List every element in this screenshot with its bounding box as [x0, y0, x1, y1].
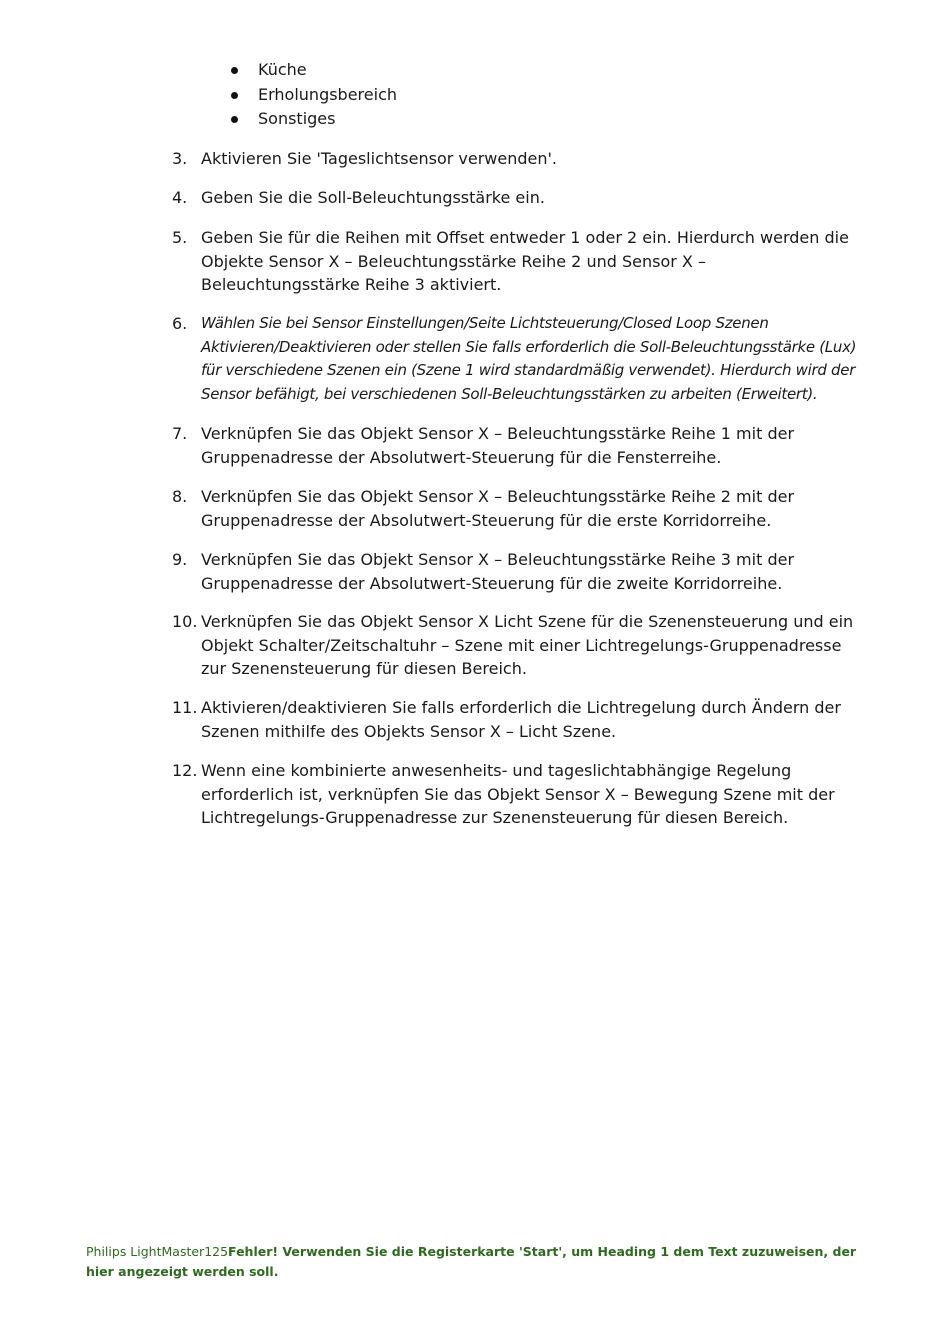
- step-text: Verknüpfen Sie das Objekt Sensor X Licht Szene für die Szenensteuerung und ein Objekt Schalter/Zeitschaltuhr – Szene mit einer Lichtregelungs-Gruppenadresse zur Szenensteuerung für diesen Bereich.: [201, 612, 854, 678]
- list-item: [228, 58, 397, 83]
- bullet-list: [228, 58, 397, 132]
- step-text: Verknüpfen Sie das Objekt Sensor X – Beleuchtungsstärke Reihe 2 mit der Gruppenadresse der Absolutwert-Steuerung für die erste Korridorreihe.: [201, 487, 795, 530]
- step-number: 11.: [172, 698, 198, 717]
- step-number: 4.: [172, 188, 188, 207]
- bullet-text: Sonstiges: [258, 109, 336, 128]
- footer-brand: Philips LightMaster: [86, 1244, 205, 1259]
- step-number: 8.: [172, 487, 188, 506]
- footer-error-text: Fehler! Verwenden Sie die Registerkarte 'Start', um Heading 1 dem Text zuzuweisen, der hier angezeigt werden soll.: [86, 1244, 857, 1279]
- step-number: 12.: [172, 761, 198, 780]
- step-text: Wenn eine kombinierte anwesenheits- und tageslichtabhängige Regelung erforderlich ist, verknüpfen Sie das Objekt Sensor X – Bewegung Szene mit der Lichtregelungs-Gruppenadresse zur Szenensteuerung für diesen Bereich.: [201, 761, 835, 827]
- step-number: 5.: [172, 228, 188, 247]
- step-text: Aktivieren Sie 'Tageslichtsensor verwenden'.: [201, 149, 557, 168]
- bullet-icon: [231, 92, 238, 99]
- step-number: 9.: [172, 550, 188, 569]
- step-text: Aktivieren/deaktivieren Sie falls erforderlich die Lichtregelung durch Ändern der Szenen mithilfe des Objekts Sensor X – Licht Szene.: [201, 698, 841, 741]
- bullet-icon: [231, 116, 238, 123]
- list-item: [228, 107, 397, 132]
- step-text: Geben Sie für die Reihen mit Offset entweder 1 oder 2 ein. Hierdurch werden die Objekte Sensor X – Beleuchtungsstärke Reihe 2 und Sensor X – Beleuchtungsstärke Reihe 3 aktiviert.: [201, 228, 849, 294]
- list-item: [228, 83, 397, 108]
- step-text: Geben Sie die Soll-Beleuchtungsstärke ein.: [201, 188, 545, 207]
- step-number: 7.: [172, 424, 188, 443]
- bullet-icon: [231, 67, 238, 74]
- footer-page-number: 125: [204, 1244, 229, 1259]
- step-text: Wählen Sie bei Sensor Einstellungen/Seite Lichtsteuerung/Closed Loop Szenen Aktivieren/Deaktivieren oder stellen Sie falls erforderlich die Soll-Beleuchtungsstärke (Lux) für verschiedene Szenen ein (Szene 1 wird standardmäßig verwendet). Hierdurch wird der Sensor befähigt, bei verschiedenen Soll-Beleuchtungsstärken zu arbeiten (Erweitert).: [201, 314, 857, 403]
- step-number: 3.: [172, 149, 188, 168]
- step-text: Verknüpfen Sie das Objekt Sensor X – Beleuchtungsstärke Reihe 3 mit der Gruppenadresse der Absolutwert-Steuerung für die zweite Korridorreihe.: [201, 550, 795, 593]
- step-number: 10.: [172, 612, 198, 631]
- step-number: 6.: [172, 314, 188, 333]
- page-footer: [86, 1242, 866, 1282]
- bullet-text: Küche: [258, 60, 307, 79]
- bullet-text: Erholungsbereich: [258, 84, 398, 104]
- step-text: Verknüpfen Sie das Objekt Sensor X – Beleuchtungsstärke Reihe 1 mit der Gruppenadresse der Absolutwert-Steuerung für die Fensterreihe.: [201, 424, 795, 467]
